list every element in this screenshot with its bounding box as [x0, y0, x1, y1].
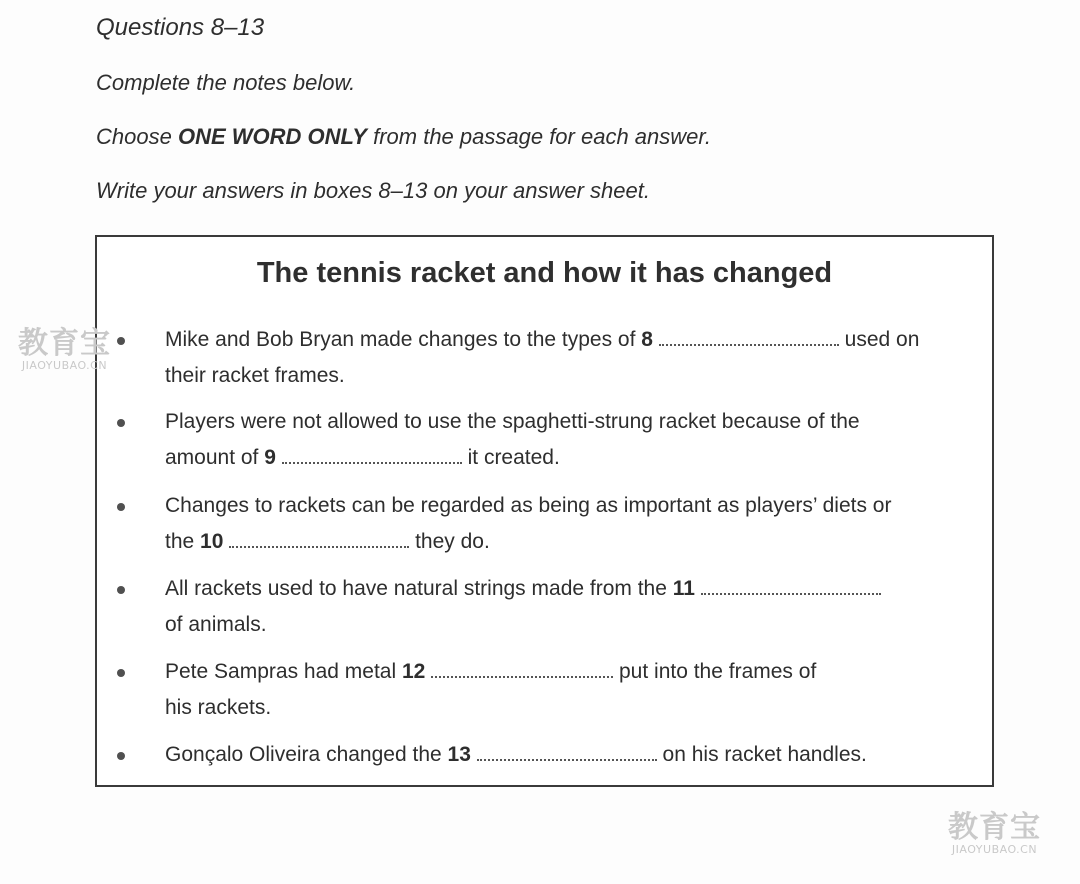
note-text-line1: Players were not allowed to use the spaghetti-strung racket because of the	[165, 410, 860, 433]
note-text-pre: Gonçalo Oliveira changed the	[165, 743, 448, 766]
note-text-post: on his racket handles.	[656, 743, 867, 766]
note-text-pre: amount of	[165, 446, 265, 469]
note-text-line2: of animals.	[165, 613, 267, 636]
instruction-complete-notes: Complete the notes below.	[96, 70, 356, 95]
bullet-icon	[117, 752, 125, 760]
instruction-word-limit: ONE WORD ONLY	[177, 124, 367, 149]
note-text-pre: Pete Sampras had metal	[165, 660, 402, 683]
answer-blank-8[interactable]	[659, 328, 839, 346]
note-text-line2: his rackets.	[165, 696, 272, 719]
note-text	[165, 571, 975, 643]
bullet-icon	[117, 586, 125, 594]
question-number-11: 11	[672, 577, 695, 600]
notes-box	[95, 235, 994, 787]
question-number-13: 13	[447, 743, 471, 766]
bullet-icon	[117, 337, 125, 345]
watermark-right	[948, 812, 1041, 856]
answer-blank-11[interactable]	[701, 577, 881, 595]
answer-blank-10[interactable]	[229, 530, 409, 548]
note-text-pre: the	[165, 530, 201, 553]
note-text-pre: Mike and Bob Bryan made changes to the types of	[165, 328, 642, 351]
note-text	[165, 488, 975, 560]
question-number-12: 12	[401, 660, 426, 683]
note-text-post: they do.	[415, 530, 490, 553]
watermark-left	[18, 328, 111, 372]
bullet-icon	[117, 419, 125, 427]
note-text-post: it created.	[467, 446, 560, 469]
answer-blank-9[interactable]	[282, 446, 462, 464]
note-text	[165, 654, 975, 726]
note-text-pre: All rackets used to have natural strings made from the	[165, 577, 673, 600]
bullet-icon	[117, 503, 125, 511]
watermark-url: JIAOYUBAO.CN	[951, 843, 1038, 856]
watermark-logo: 教育宝	[18, 326, 111, 361]
question-number-8: 8	[641, 328, 653, 351]
question-number-9: 9	[264, 446, 276, 469]
note-text-line1: Changes to rackets can be regarded as being as important as players’ diets or	[165, 494, 892, 517]
instruction-choose-words	[96, 124, 711, 150]
note-text	[165, 737, 975, 773]
question-number-10: 10	[200, 530, 224, 553]
watermark-url: JIAOYUBAO.CN	[21, 359, 108, 372]
answer-blank-12[interactable]	[431, 660, 613, 678]
note-text-line2: their racket frames.	[165, 364, 345, 387]
notes-title: The tennis racket and how it has changed	[256, 257, 833, 289]
questions-heading: Questions 8–13	[96, 14, 265, 41]
instruction-answer-sheet: Write your answers in boxes 8–13 on your answer sheet.	[96, 178, 650, 203]
note-text-post: used on	[838, 328, 920, 351]
bullet-icon	[117, 669, 125, 677]
watermark-logo: 教育宝	[948, 810, 1041, 845]
instruction-choose-post: from the passage for each answer.	[366, 124, 712, 149]
answer-blank-13[interactable]	[477, 743, 657, 761]
note-text-post: put into the frames of	[613, 660, 817, 683]
instruction-choose-pre: Choose	[96, 124, 178, 149]
note-text	[165, 322, 975, 394]
note-text	[165, 404, 975, 476]
